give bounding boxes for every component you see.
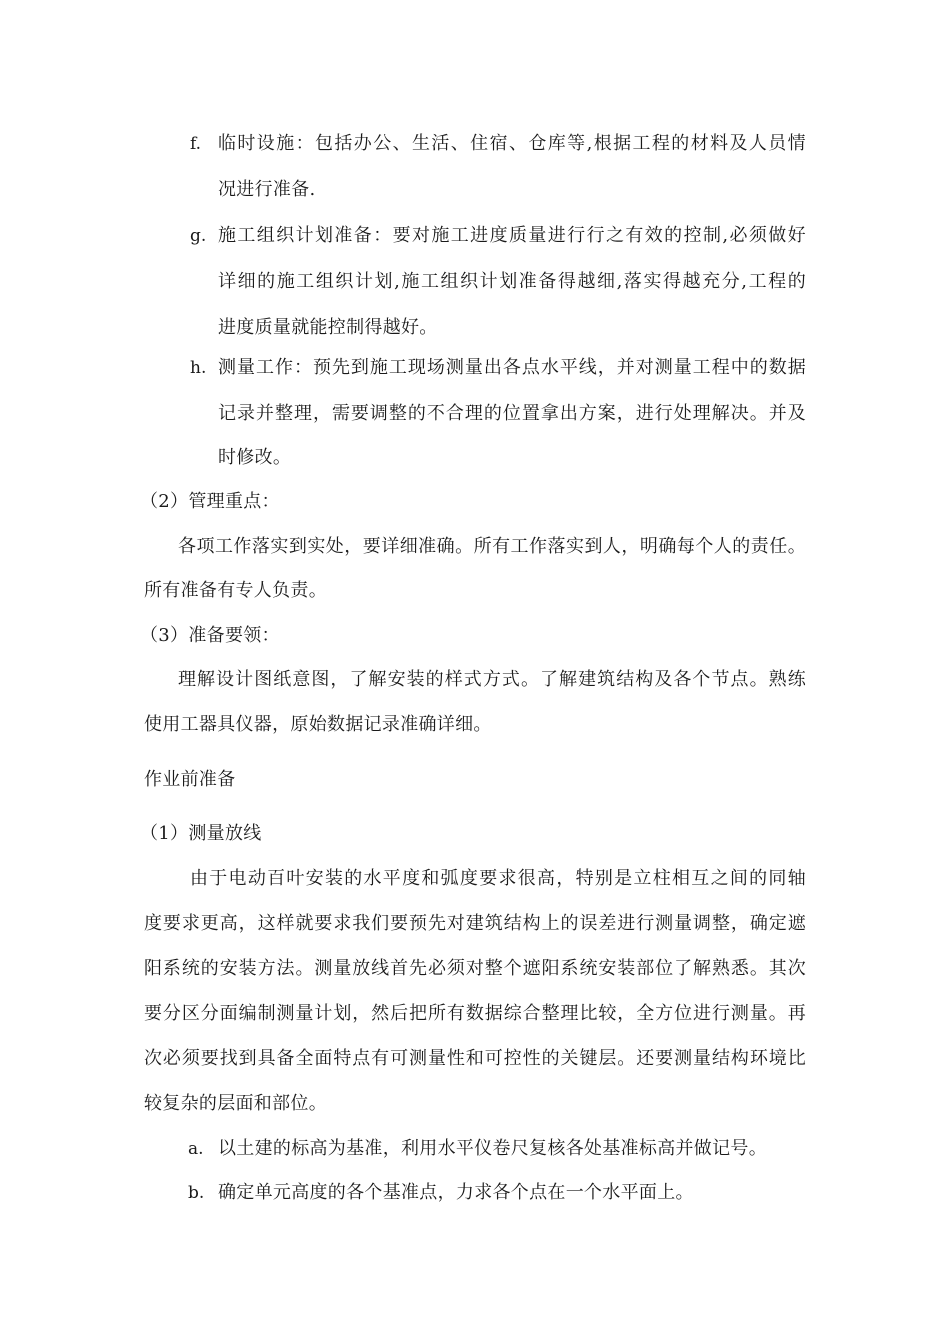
paragraph-line: 所有准备有专人负责。 xyxy=(144,580,327,601)
list-item-text: 记录并整理，需要调整的不合理的位置拿出方案，进行处理解决。并及 xyxy=(218,403,806,424)
paragraph-line: 度要求更高，这样就要求我们要预先对建筑结构上的误差进行测量调整，确定遮 xyxy=(144,913,806,934)
list-item-text: 进度质量就能控制得越好。 xyxy=(218,317,438,338)
paragraph-line: 次必须要找到具备全面特点有可测量性和可控性的关键层。还要测量结构环境比 xyxy=(144,1048,806,1069)
list-marker: b. xyxy=(188,1183,205,1203)
list-item-text: 施工组织计划准备：要对施工进度质量进行行之有效的控制,必须做好 xyxy=(218,225,806,246)
list-item-text: 确定单元高度的各个基准点，力求各个点在一个水平面上。 xyxy=(218,1182,694,1203)
section-heading: （2）管理重点： xyxy=(140,491,280,512)
paragraph-line: 阳系统的安装方法。测量放线首先必须对整个遮阳系统安装部位了解熟悉。其次 xyxy=(144,958,806,979)
list-marker: h. xyxy=(190,358,207,378)
section-heading: （1）测量放线 xyxy=(140,823,262,844)
list-item-text: 详细的施工组织计划,施工组织计划准备得越细,落实得越充分,工程的 xyxy=(218,271,806,292)
paragraph-line: 要分区分面编制测量计划，然后把所有数据综合整理比较，全方位进行测量。再 xyxy=(144,1003,806,1024)
section-title: 作业前准备 xyxy=(144,769,236,790)
paragraph-line: 理解设计图纸意图，了解安装的样式方式。了解建筑结构及各个节点。熟练 xyxy=(178,669,806,690)
paragraph-line: 由于电动百叶安装的水平度和弧度要求很高，特别是立柱相互之间的同轴 xyxy=(190,868,806,889)
section-heading: （3）准备要领： xyxy=(140,625,280,646)
paragraph-line: 各项工作落实到实处，要详细准确。所有工作落实到人，明确每个人的责任。 xyxy=(178,536,806,557)
list-marker: f. xyxy=(190,134,202,154)
list-item-text: 以土建的标高为基准，利用水平仪卷尺复核各处基准标高并做记号。 xyxy=(218,1138,767,1159)
list-item-text: 临时设施：包括办公、生活、住宿、仓库等,根据工程的材料及人员情 xyxy=(218,133,806,154)
list-marker: a. xyxy=(188,1139,204,1159)
list-item-text: 况进行准备. xyxy=(218,179,316,200)
list-item-text: 时修改。 xyxy=(218,447,292,468)
list-marker: g. xyxy=(190,226,207,246)
list-item-text: 测量工作：预先到施工现场测量出各点水平线，并对测量工程中的数据 xyxy=(218,357,806,378)
paragraph-line: 使用工器具仪器，原始数据记录准确详细。 xyxy=(144,714,492,735)
paragraph-line: 较复杂的层面和部位。 xyxy=(144,1093,327,1114)
